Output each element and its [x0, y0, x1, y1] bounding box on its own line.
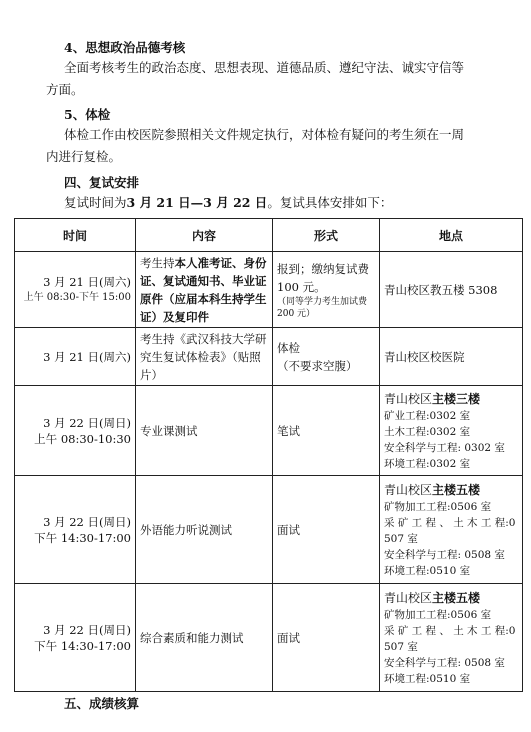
row2-location: 青山校区校医院 [380, 328, 523, 386]
row4-form: 面试 [273, 476, 380, 584]
row4-location [380, 476, 523, 584]
retest-intro-after: 。复试具体安排如下： [267, 195, 393, 210]
row5-location-head [384, 589, 518, 607]
score-heading: 五、成绩核算 [64, 696, 140, 711]
row3-content: 专业课测试 [136, 386, 273, 476]
row4-time-line2: 下午 14:30-17:00 [34, 530, 131, 545]
header-content: 内容 [136, 219, 273, 252]
section5-line2: 内进行复检。 [46, 149, 122, 164]
row3-location-bold: 主楼三楼 [432, 391, 481, 406]
room-line: 环境工程:0510 室 [384, 564, 471, 577]
header-time: 时间 [15, 219, 136, 252]
row5-location-prefix: 青山校区 [384, 590, 433, 605]
section5-line1: 体检工作由校医院参照相关文件规定执行，对体检有疑问的考生须在一周 [64, 127, 465, 142]
row5-form: 面试 [273, 584, 380, 692]
row2-form [273, 328, 380, 386]
row3-form: 笔试 [273, 386, 380, 476]
room-line: 采 矿 工 程 、 土 木 工 程:0507 室 [384, 516, 516, 545]
row2-content: 考生持《武汉科技大学研究生复试体检表》（贴照片） [136, 328, 273, 386]
row1-form-note: （同等学力考生加试费 200 元） [277, 296, 368, 319]
row3-location-prefix: 青山校区 [384, 391, 433, 406]
row5-content: 综合素质和能力测试 [136, 584, 273, 692]
row1-content-bold: 本人准考证、身份证、复试通知书、毕业证原件（应届本科生持学生证）及复印件 [140, 255, 267, 324]
section4-line1: 全面考核考生的政治态度、思想表现、道德品质、遵纪守法、诚实守信等 [64, 60, 465, 75]
room-line: 环境工程:0302 室 [384, 457, 471, 470]
row1-time-line1: 3 月 21 日(周六) [43, 274, 131, 289]
header-location: 地点 [380, 219, 523, 252]
section4-heading: 4、思想政治品德考核 [64, 40, 186, 55]
table-row [15, 252, 523, 328]
table-header-row [15, 219, 523, 252]
room-line: 矿物加工工程:0506 室 [384, 608, 492, 621]
row4-location-prefix: 青山校区 [384, 482, 433, 497]
room-line: 安全科学与工程: 0508 室 [384, 656, 505, 669]
table-row [15, 386, 523, 476]
retest-intro-dates: 3 月 21 日—3 月 22 日 [126, 195, 268, 210]
room-line: 环境工程:0510 室 [384, 672, 471, 685]
table-row [15, 476, 523, 584]
retest-heading: 四、复试安排 [64, 175, 140, 190]
header-form: 形式 [273, 219, 380, 252]
section5-heading: 5、体检 [64, 107, 111, 122]
row3-time [15, 386, 136, 476]
row5-time-line2: 下午 14:30-17:00 [34, 638, 131, 653]
room-line: 矿业工程:0302 室 [384, 409, 471, 422]
room-line: 安全科学与工程: 0302 室 [384, 441, 505, 454]
row1-form-main: 报到；缴纳复试费 100 元。 [277, 261, 369, 294]
table-row [15, 328, 523, 386]
row5-time-line1: 3 月 22 日(周日) [43, 622, 131, 637]
row4-time-line1: 3 月 22 日(周日) [43, 514, 131, 529]
row1-location: 青山校区教五楼 5308 [380, 252, 523, 328]
room-line: 安全科学与工程: 0508 室 [384, 548, 505, 561]
row5-location-bold: 主楼五楼 [432, 590, 481, 605]
row1-content-prefix: 考生持 [140, 255, 175, 270]
row3-time-line2: 上午 08:30-10:30 [34, 431, 131, 446]
table-row [15, 584, 523, 692]
row2-time: 3 月 21 日(周六) [15, 328, 136, 386]
row3-time-line1: 3 月 22 日(周日) [43, 415, 131, 430]
row1-content [136, 252, 273, 328]
section4-line2: 方面。 [46, 82, 84, 97]
row5-time [15, 584, 136, 692]
schedule-table [14, 218, 523, 692]
retest-intro-before: 复试时间为 [64, 195, 127, 210]
row1-time-line2: 上午 08:30-下午 15:00 [23, 291, 131, 303]
room-line: 采 矿 工 程 、 土 木 工 程:0507 室 [384, 624, 516, 653]
room-line: 矿物加工工程:0506 室 [384, 500, 492, 513]
row1-time [15, 252, 136, 328]
row5-location [380, 584, 523, 692]
row4-location-head [384, 481, 518, 499]
row1-form [273, 252, 380, 328]
retest-intro [64, 192, 392, 214]
row4-content: 外语能力听说测试 [136, 476, 273, 584]
row4-time [15, 476, 136, 584]
row3-location-head [384, 390, 518, 408]
row2-form-line1: 体检 [277, 340, 300, 355]
row3-location [380, 386, 523, 476]
room-line: 土木工程:0302 室 [384, 425, 471, 438]
row4-location-bold: 主楼五楼 [432, 482, 481, 497]
row2-form-line2: （不要求空腹） [277, 358, 358, 373]
